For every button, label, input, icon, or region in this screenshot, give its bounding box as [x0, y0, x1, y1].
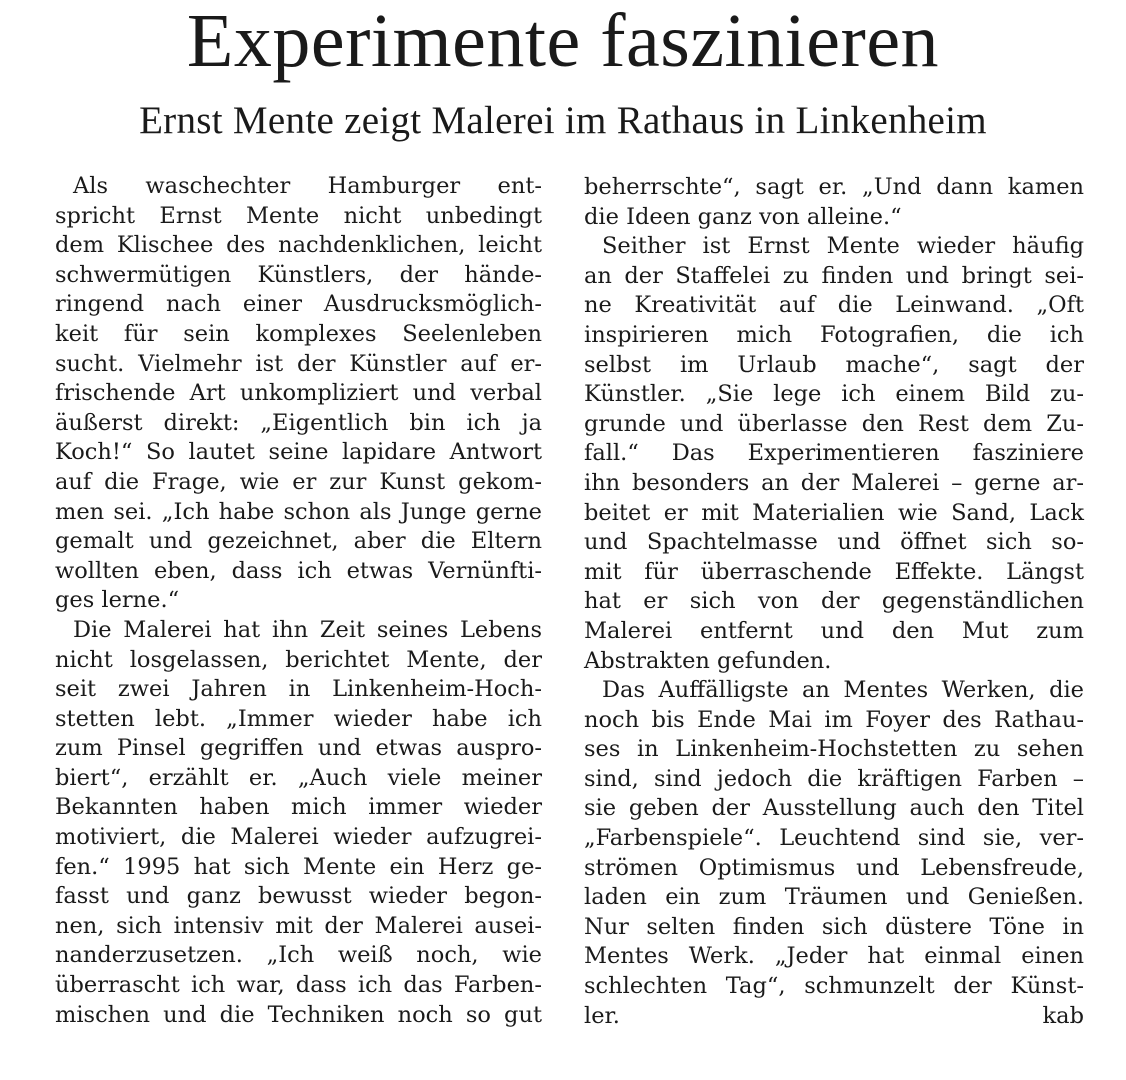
text-line-content: stetten lebt. „Immer wieder habe ich	[55, 705, 542, 732]
text-line	[584, 735, 1084, 765]
text-line	[55, 586, 542, 616]
text-line-content: motiviert, die Malerei wieder aufzugrei-	[55, 824, 542, 851]
text-line	[584, 706, 1084, 736]
text-line-content: fen.“ 1995 hat sich Mente ein Herz ge-	[55, 853, 542, 880]
text-line	[584, 676, 1084, 706]
text-line-content: ne Kreativität auf die Leinwand. „Oft	[584, 292, 1084, 319]
text-line-content: beitet er mit Materialien wie Sand, Lack	[584, 499, 1084, 526]
text-line-content: ses in Linkenheim-Hochstetten zu sehen	[584, 736, 1084, 763]
text-line-content: inspirieren mich Fotografien, die ich	[584, 321, 1084, 348]
text-line	[55, 823, 542, 853]
text-line	[55, 616, 542, 646]
text-line-content: men sei. „Ich habe schon als Junge gerne	[55, 498, 542, 525]
text-line-content: nen, sich intensiv mit der Malerei ausei-	[55, 912, 542, 939]
text-line-content: sind, sind jedoch die kräftigen Farben –	[584, 765, 1084, 792]
text-line-content: grunde und überlasse den Rest dem Zu-	[584, 410, 1084, 437]
text-line	[584, 854, 1084, 884]
text-line	[584, 765, 1084, 795]
headline: Experimente faszinieren	[186, 0, 940, 83]
text-line-content: strömen Optimismus und Lebensfreude,	[584, 854, 1084, 881]
text-line	[55, 468, 542, 498]
text-line-content: sucht. Vielmehr ist der Künstler auf er-	[55, 350, 542, 377]
text-line	[584, 499, 1084, 529]
author-signature: kab	[1042, 1002, 1084, 1029]
text-line	[55, 498, 542, 528]
text-line-content: Das Auffälligste an Mentes Werken, die	[602, 677, 1084, 704]
text-line	[584, 203, 1084, 233]
text-line-content: Koch!“ So lautet seine lapidare Antwort	[55, 439, 542, 466]
text-line	[584, 439, 1084, 469]
text-line	[584, 262, 1084, 292]
text-line	[584, 617, 1084, 647]
text-line-content: frischende Art unkompliziert und verbal	[55, 380, 542, 407]
text-line-content: schlechten Tag“, schmunzelt der Künst-	[584, 973, 1084, 1000]
text-line	[584, 291, 1084, 321]
text-line	[55, 912, 542, 942]
text-line	[584, 232, 1084, 262]
text-line	[55, 290, 542, 320]
text-line	[55, 438, 542, 468]
text-line-content: und Spachtelmasse und öffnet sich so-	[584, 529, 1084, 556]
text-line-content: ges lerne.“	[55, 587, 180, 614]
text-line-content: laden ein zum Träumen und Genießen.	[584, 884, 1084, 911]
text-line	[584, 647, 1084, 677]
text-line-content: zum Pinsel gegriffen und etwas auspro-	[55, 735, 542, 762]
text-line	[55, 941, 542, 971]
text-line	[584, 469, 1084, 499]
text-line	[55, 793, 542, 823]
article-column-right	[584, 173, 1084, 1031]
text-line-content: biert“, erzählt er. „Auch viele meiner	[55, 764, 542, 791]
text-line-content: noch bis Ende Mai im Foyer des Rathau-	[584, 706, 1084, 733]
text-line	[55, 202, 542, 232]
text-line-content: fasst und ganz bewusst wieder begon-	[55, 883, 542, 910]
text-line	[584, 380, 1084, 410]
text-line-content: selbst im Urlaub mache“, sagt der	[584, 351, 1084, 378]
text-line	[584, 587, 1084, 617]
text-line	[55, 971, 542, 1001]
text-line	[55, 675, 542, 705]
text-line-content: an der Staffelei zu finden und bringt sei-	[584, 262, 1084, 289]
text-line-content: sie geben der Ausstellung auch den Titel	[584, 795, 1084, 822]
text-line-content: ihn besonders an der Malerei – gerne ar-	[584, 469, 1084, 496]
text-line	[55, 734, 542, 764]
text-line	[55, 261, 542, 291]
text-line	[584, 558, 1084, 588]
text-line-content: mischen und die Techniken noch so gut	[55, 1001, 542, 1028]
text-line	[584, 942, 1084, 972]
text-line-content: spricht Ernst Mente nicht unbedingt	[55, 202, 542, 229]
text-line-content: Malerei entfernt und den Mut zum	[584, 617, 1084, 644]
text-line	[584, 528, 1084, 558]
text-line	[584, 794, 1084, 824]
text-line-content: nanderzusetzen. „Ich weiß noch, wie	[55, 942, 542, 969]
text-line-content: keit für sein komplexes Seelenleben	[55, 320, 542, 347]
subheadline: Ernst Mente zeigt Malerei im Rathaus in Linkenheim	[139, 99, 987, 142]
text-line-content: fall.“ Das Experimentieren fasziniere	[584, 440, 1084, 467]
text-line	[55, 320, 542, 350]
text-line	[584, 1002, 1084, 1032]
text-line-content: wollten eben, dass ich etwas Vernünfti-	[55, 557, 542, 584]
text-line-content: Nur selten finden sich düstere Töne in	[584, 913, 1084, 940]
text-line-content: Seither ist Ernst Mente wieder häufig	[602, 233, 1084, 260]
text-line-content: nicht losgelassen, berichtet Mente, der	[55, 646, 542, 673]
text-line-content: die Ideen ganz von alleine.“	[584, 203, 902, 230]
text-line-content: schwermütigen Künstlers, der hände-	[55, 261, 542, 288]
text-line	[55, 350, 542, 380]
text-line-content: gemalt und gezeichnet, aber die Eltern	[55, 528, 542, 555]
text-line	[584, 913, 1084, 943]
text-line-content: „Farbenspiele“. Leuchtend sind sie, ver-	[584, 825, 1084, 852]
text-line-content: auf die Frage, wie er zur Kunst gekom-	[55, 468, 542, 495]
text-line-content: beherrschte“, sagt er. „Und dann kamen	[584, 174, 1084, 200]
text-line	[584, 351, 1084, 381]
text-line	[55, 705, 542, 735]
text-line	[55, 379, 542, 409]
text-line	[584, 173, 1084, 203]
text-line	[55, 1001, 542, 1031]
text-line-content: mit für überraschende Effekte. Längst	[584, 558, 1084, 585]
text-line-content: Künstler. „Sie lege ich einem Bild zu-	[584, 381, 1084, 408]
text-line-content: Mentes Werk. „Jeder hat einmal einen	[584, 943, 1084, 970]
text-line-content: Abstrakten gefunden.	[584, 647, 832, 674]
text-line-content: seit zwei Jahren in Linkenheim-Hoch-	[55, 676, 542, 703]
text-line-content: überrascht ich war, dass ich das Farben-	[55, 972, 542, 999]
text-line-content: hat er sich von der gegenständlichen	[584, 588, 1084, 615]
text-line	[55, 853, 542, 883]
text-line	[55, 764, 542, 794]
text-line-content: ler.	[584, 1002, 620, 1029]
text-line	[584, 824, 1084, 854]
text-line-content: Die Malerei hat ihn Zeit seines Lebens	[73, 616, 542, 643]
text-line	[55, 231, 542, 261]
text-line	[55, 882, 542, 912]
text-line	[55, 172, 542, 202]
article-column-left	[55, 172, 542, 1030]
text-line-content: äußerst direkt: „Eigentlich bin ich ja	[55, 409, 542, 436]
text-line	[584, 972, 1084, 1002]
text-line	[55, 646, 542, 676]
text-line-content: Als waschechter Hamburger ent-	[73, 173, 542, 199]
text-line	[55, 527, 542, 557]
text-line-content: ringend nach einer Ausdrucksmöglich-	[55, 291, 542, 318]
text-line-content: dem Klischee des nachdenklichen, leicht	[55, 232, 542, 259]
text-line-content: Bekannten haben mich immer wieder	[55, 794, 542, 821]
text-line	[55, 557, 542, 587]
text-line	[55, 409, 542, 439]
text-line	[584, 410, 1084, 440]
text-line	[584, 321, 1084, 351]
text-line	[584, 883, 1084, 913]
